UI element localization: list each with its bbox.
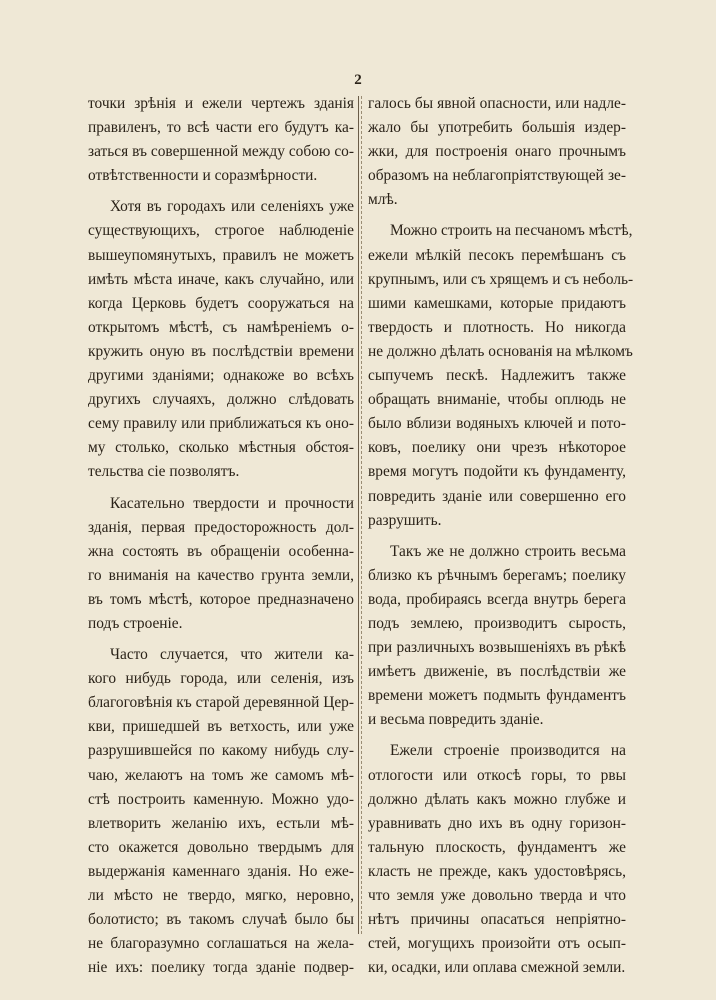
paragraph [88,92,354,188]
text-line: кого нибудь города, или селенія, изъ [88,670,354,688]
text-line: разрушить. [368,511,442,529]
text-line: кружить оную въ послѣдствіи времени [88,342,354,360]
text-line: точки зрѣнія и ежели чертежъ зданія [88,95,354,112]
text-line: галось бы явной опасности, или надле- [368,95,626,112]
text-line: близко къ рѣчнымъ берегамъ; поелику [368,566,626,584]
text-line: время могутъ подойти къ фундаменту, [368,463,626,481]
column-divider [358,96,359,934]
text-line: чаю, желаютъ на томъ же самомъ мѣ- [88,766,354,784]
text-line: выдержанія каменнаго зданія. Но еже- [88,862,354,880]
text-line: имѣть мѣста иначе, какъ случайно, или [88,270,354,288]
paragraph [88,643,354,980]
text-line: при различныхъ возвышеніяхъ въ рѣкѣ [368,639,626,657]
text-line: твердость и плотность. Но никогда [368,318,626,336]
text-line: и весьма повредить зданіе. [368,711,544,729]
text-line: Касательно твердости и прочности [110,494,354,512]
text-line: имѣетъ движеніе, въ послѣдствіи же [368,663,626,681]
text-line: заться въ совершенной между собою со- [88,143,354,161]
text-line: Можно строить на песчаномъ мѣстѣ, [390,222,633,240]
text-line: обращать вниманіе, чтобы оплюдь не [368,391,626,409]
left-column [88,92,354,987]
text-line: ковъ, поелику они чрезъ нѣкоторое [368,439,626,457]
text-line: подъ землею, производитъ сырость, [368,614,626,632]
text-line: жна состоять въ обращеніи особенна- [88,542,354,560]
text-line: тельства сіе позволятъ. [88,463,240,481]
paragraph [368,219,634,532]
paragraph [368,739,626,980]
text-line: зданія, первая предосторожность дол- [88,518,354,536]
text-line: времени можетъ подмыть фундаментъ [368,687,626,705]
paragraph [88,195,354,484]
text-line: тальную плоскость, фундаментъ же [368,838,626,856]
text-line: ки, осадки, или оплава смежной земли. [368,959,626,977]
text-line: другими зданіями; однакоже во всѣхъ [88,367,354,385]
text-line: сто окажется довольно твердымъ для [88,838,354,856]
text-line: кви, пришедшей въ ветхость, или уже [88,718,354,736]
text-line: ли мѣсто не твердо, мягко, неровно, [88,887,354,904]
text-line: что земля уже довольно тверда и что [368,887,626,904]
paragraph [368,92,626,212]
text-line: въ томъ мѣстѣ, которое предназначено [88,590,354,608]
text-line: существующихъ, строгое наблюденіе [88,222,354,240]
text-line: уравнивать дно ихъ въ одну горизон- [368,814,626,832]
text-line: вышеупомянутыхъ, правилъ не можетъ [88,246,354,264]
text-line: шими камешками, которые придаютъ [368,294,626,312]
text-line: му столько, сколько мѣстныя обстоя- [88,439,354,457]
text-line: не благоразумно соглашаться на жела- [88,935,354,953]
text-line: Хотя въ городахъ или селеніяхъ уже [110,198,354,216]
text-line: должно дѣлать какъ можно глубже и [368,790,626,808]
text-line: ніе ихъ: поелику тогда зданіе подвер- [88,959,354,977]
text-line: класть не прежде, какъ удостовѣрясь, [368,862,626,880]
text-line: сему правилу или приближаться къ оно- [88,415,354,433]
paragraph [88,492,354,637]
text-line: Ежели строеніе производится на [390,742,626,760]
text-line: влетворить желанію ихъ, естьли мѣ- [88,814,354,832]
column-divider-dashed [361,96,362,934]
text-line: открытомъ мѣстѣ, съ намѣреніемъ о- [88,318,354,336]
text-line: подъ строеніе. [88,614,183,632]
paragraph [368,540,626,733]
text-line: другихъ случаяхъ, должно слѣдовать [88,391,354,409]
text-line: было вблизи водяныхъ ключей и пото- [368,415,626,433]
text-line: жало бы употребить большія издер- [368,119,626,137]
text-line: благоговѣнія къ старой деревянной Цер- [88,694,354,712]
text-line: повредить зданіе или совершенно его [368,487,626,505]
text-line: болотисто; въ такомъ случаѣ было бы [88,911,354,929]
text-line: отвѣтственности и соразмѣрности. [88,167,318,185]
text-line: го вниманія на качество грунта земли, [88,566,354,584]
right-column [368,92,634,987]
text-line: когда Церковь будетъ сооружаться на [88,294,354,312]
text-line: разрушившейся по какому нибудь слу- [88,742,354,760]
text-line: отлогости или откосѣ горы, то рвы [368,766,626,784]
text-line: правиленъ, то всѣ части его будутъ ка- [88,119,354,137]
text-line: образомъ на неблагопріятствующей зе- [368,167,626,185]
text-line: вода, пробираясь всегда внутрь берега [368,590,626,608]
text-line: не должно дѣлать основанія на мѣлкомъ [368,342,633,360]
text-line: ежели мѣлкій песокъ перемѣшанъ съ [368,246,626,264]
text-line: Часто случается, что жители ка- [110,646,354,664]
text-line: сыпучемъ пескѣ. Надлежитъ также [368,367,626,385]
text-line: стѣ построить каменную. Можно удо- [88,790,354,808]
text-line: млѣ. [368,191,398,209]
text-line: крупнымъ, или съ хрящемъ и съ неболь- [368,270,634,288]
text-line: Такъ же не должно строить весьма [390,542,626,560]
text-line: стей, могущихъ произойти отъ осып- [368,935,626,953]
text-line: нѣтъ причины опасаться непріятно- [368,911,626,929]
page-number: 2 [354,72,362,88]
text-line: жки, для построенія онаго прочнымъ [368,143,626,161]
